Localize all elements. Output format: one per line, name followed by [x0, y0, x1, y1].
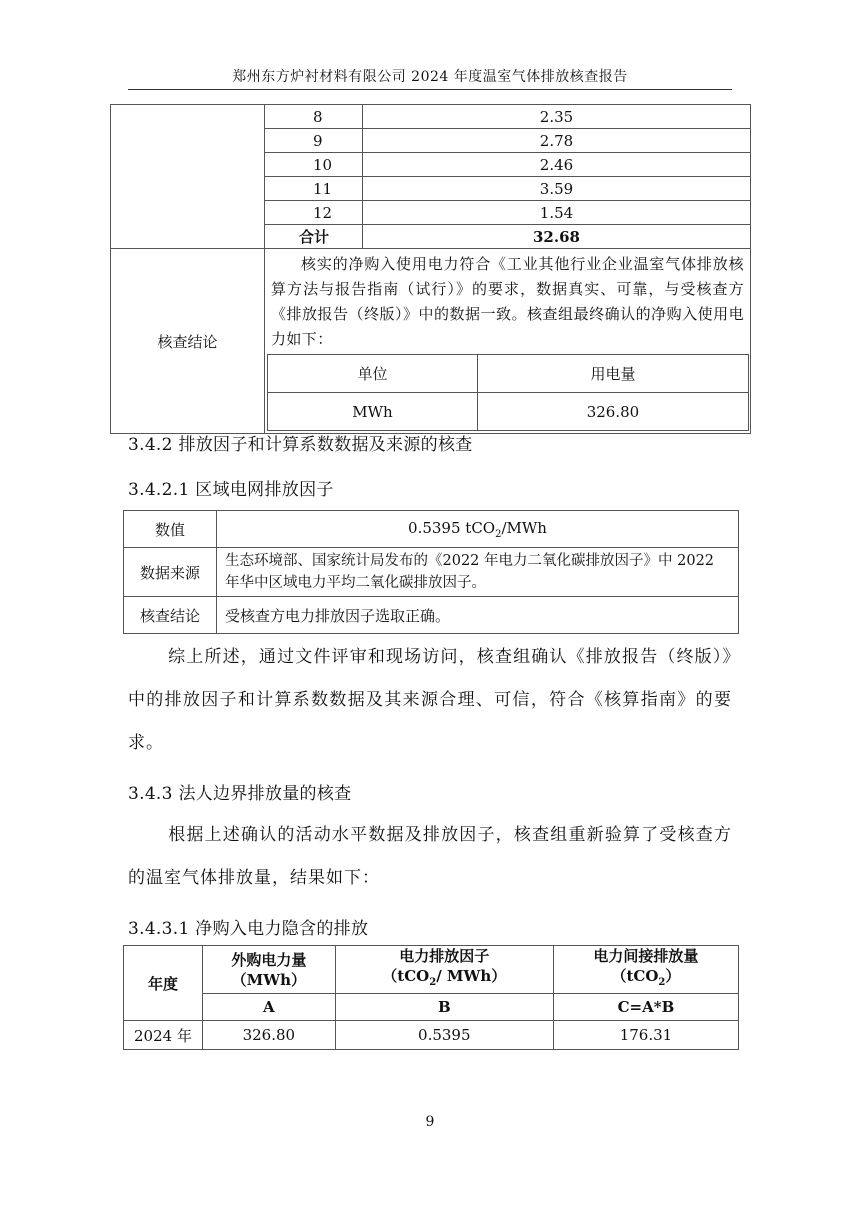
section-3-4-3-heading: 3.4.3 法人边界排放量的核查 — [128, 784, 352, 804]
month-cell: 9 — [265, 129, 363, 153]
value-cell: 2.46 — [363, 153, 751, 177]
summary-text: 综上所述，通过文件评审和现场访问，核查组确认《排放报告（终版）》中的排放因子和计算系数数据及其来源合理、可信，符合《核算指南》的要求。 — [128, 647, 732, 753]
section-3-4-3-1-heading: 3.4.3.1 净购入电力隐含的排放 — [128, 919, 369, 939]
col-c-unit-pre: （tCO — [611, 967, 659, 985]
page-number: 9 — [425, 1114, 435, 1130]
unit-header: 单位 — [268, 355, 478, 393]
value-a: 326.80 — [203, 1021, 336, 1050]
emission-factor-table — [123, 510, 739, 634]
symbol-b: B — [335, 994, 553, 1021]
factor-subscript: 2 — [495, 528, 502, 540]
value-cell: 3.59 — [363, 177, 751, 201]
col-a-unit: （MWh） — [231, 970, 307, 989]
summary-paragraph — [128, 636, 732, 765]
col-c-unit-sub: 2 — [658, 977, 666, 988]
col-c-unit-post: ） — [665, 967, 681, 985]
factor-number: 0.5395 tCO — [408, 518, 496, 537]
blank-left-cell — [111, 105, 265, 249]
symbol-c: C=A*B — [553, 994, 738, 1021]
header-rule — [128, 89, 732, 90]
value-cell: 2.78 — [363, 129, 751, 153]
col-b-unit-pre: （tCO — [382, 967, 430, 985]
source-label: 数据来源 — [124, 548, 217, 597]
col-b-header — [335, 946, 553, 994]
conclusion-cell — [265, 249, 751, 434]
value-cell: 2.35 — [363, 105, 751, 129]
value-b: 0.5395 — [335, 1021, 553, 1050]
value-label: 数值 — [124, 511, 217, 548]
usage-header: 用电量 — [477, 355, 748, 393]
recalc-paragraph — [128, 814, 732, 900]
conclusion-text: 核实的净购入使用电力符合《工业其他行业企业温室气体排放核算方法与报告指南（试行）》的要求，数据真实、可靠，与受核查方《排放报告（终版）》中的数据一致。核查组最终确认的净购入使用电力如下： — [271, 255, 744, 348]
confirmed-electricity-table — [267, 354, 749, 431]
section-3-4-2-heading: 3.4.2 排放因子和计算系数数据及来源的核查 — [128, 435, 473, 455]
year-header: 年度 — [124, 946, 203, 1021]
value-cell — [217, 511, 739, 548]
usage-value: 326.80 — [477, 393, 748, 431]
col-c-header — [553, 946, 738, 994]
year-cell: 2024 年 — [124, 1021, 203, 1050]
month-cell: 11 — [265, 177, 363, 201]
page-header: 郑州东方炉衬材料有限公司 2024 年度温室气体排放核查报告 — [232, 69, 628, 85]
month-cell: 12 — [265, 201, 363, 225]
col-b-title: 电力排放因子 — [399, 947, 490, 965]
value-cell: 1.54 — [363, 201, 751, 225]
result-label: 核查结论 — [124, 597, 217, 634]
col-a-header — [203, 946, 336, 994]
source-text: 生态环境部、国家统计局发布的《2022 年电力二氧化碳排放因子》中 2022 年华中区域电力平均二氧化碳排放因子。 — [217, 548, 739, 597]
purchased-electricity-emissions-table — [123, 945, 739, 1050]
total-label: 合计 — [265, 225, 363, 249]
col-b-unit-sub: 2 — [429, 977, 437, 988]
electricity-table — [110, 104, 751, 434]
col-c-title: 电力间接排放量 — [593, 947, 699, 965]
col-b-unit-post: / MWh） — [436, 967, 507, 985]
month-cell: 8 — [265, 105, 363, 129]
total-value: 32.68 — [363, 225, 751, 249]
symbol-a: A — [203, 994, 336, 1021]
conclusion-label: 核查结论 — [111, 249, 265, 434]
factor-unit: /MWh — [501, 518, 547, 537]
result-text: 受核查方电力排放因子选取正确。 — [217, 597, 739, 634]
month-cell: 10 — [265, 153, 363, 177]
col-a-title: 外购电力量 — [231, 950, 307, 969]
recalc-text: 根据上述确认的活动水平数据及排放因子，核查组重新验算了受核查方的温室气体排放量，结果如下： — [128, 825, 732, 888]
value-c: 176.31 — [553, 1021, 738, 1050]
section-3-4-2-1-heading: 3.4.2.1 区域电网排放因子 — [128, 480, 334, 500]
unit-value: MWh — [268, 393, 478, 431]
